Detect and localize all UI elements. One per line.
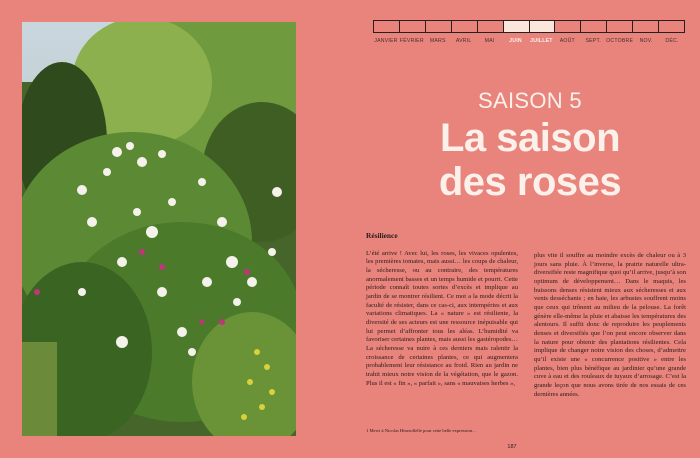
- page-number: 187: [507, 444, 517, 450]
- month-label: JUIN: [509, 38, 522, 44]
- garden-roses-photo: [22, 22, 296, 436]
- month-label: NOV.: [639, 38, 653, 44]
- title-line-1: La saison: [439, 116, 620, 160]
- month-label: AOÛT: [559, 38, 575, 44]
- season-label: SAISON 5: [478, 88, 582, 113]
- month-cell: [478, 21, 504, 32]
- rose-garden-image: [22, 22, 296, 436]
- month-cell: [633, 21, 659, 32]
- month-label: JANVIER: [374, 38, 398, 44]
- month-cell: [452, 21, 478, 32]
- title-line-2: des roses: [438, 160, 622, 204]
- body-text: L’été arrive ! Avec lui, les roses, les vivaces opulentes, les premières tomates, mais aussi… les coups de chaleur, la sécheresse, ou au contraire, des températures anormalement basses et un temps humide et pourri. Cette période connaît toutes sortes d’excès et implique au jardin de se montrer résilient. Ce mot a la mode décrit la faculté de résister, dans ce cas-ci, aux intempéries et aux variations climatiques. La « nature » est résiliente, la diversité de ses acteurs est une ressource inépuisable qui lui permet d’affronter tous les aléas. L’humidité va favoriser certaines plantes, mais aussi les gastéropodes… La sécheresse va nuire à ces derniers mais ralentir la croissance de certaines plantes, ce qui augmentera probablement leur résistance au froid. Rien au jardin ne trahit mieux notre vision de la végétation, que le gazon. Plus il est « fin », « parfait », sans « mauvaises herbes »,: [366, 249, 518, 387]
- month-label: OCTOBRE: [606, 38, 634, 44]
- month-label: AVRIL: [455, 38, 472, 44]
- month-cell: [374, 21, 400, 32]
- article-column-1: [366, 232, 518, 388]
- month-bar: [373, 20, 685, 33]
- month-cell: [659, 21, 684, 32]
- month-cell: [607, 21, 633, 32]
- footnote: 1 Merci à Nicolas Hinrzollelle pour cette belle expression…: [366, 428, 477, 433]
- month-cell: [530, 21, 556, 32]
- month-cell: [426, 21, 452, 32]
- month-cell: [555, 21, 581, 32]
- season-calendar: [373, 20, 685, 44]
- month-label: SEPT.: [585, 38, 601, 44]
- month-label: FÉVRIER: [399, 38, 424, 44]
- month-labels: [373, 38, 685, 44]
- month-cell: [581, 21, 607, 32]
- page-title: [372, 116, 688, 204]
- section-heading: Résilience: [366, 231, 398, 240]
- month-label: DÉC.: [665, 38, 679, 44]
- body-text: plus vite il souffre au moindre excès de chaleur ou à 3 jours sans pluie. À l’inverse, la prairie naturelle ultra-diversifiée reste magnifique quoi qu’il arrive, jusqu’à son optimum de développement… Dans le maquis, les buissons denses résistent mieux aux sécheresses et aux vents desséchants ; en haie, les arbustes souffrent moins que ceux qui trônent au milieu de la pelouse. La forêt génère elle-même la pluie et abaisse les températures des alentours. Il suffit donc de reproduire les peuplements denses et diversifiés que l’on peut encore observer dans la nature pour obtenir des plantations résilientes. Cela implique de changer notre vision des choses, d’admettre qu’il existe une « concurrence positive » entre les plantes, bien plus bénéfique au jardinier qu’une grande cuve à eau et des rouleaux de tuyaux d’arrosage. C’est la grande leçon que nous avons tirée de nos essais de ces dernières années.: [534, 252, 686, 398]
- month-cell: [504, 21, 530, 32]
- month-label: JUILLET: [530, 38, 553, 44]
- month-label: MARS: [429, 38, 446, 44]
- month-cell: [400, 21, 426, 32]
- article-column-2: [534, 252, 686, 399]
- month-label: MAI: [484, 38, 495, 44]
